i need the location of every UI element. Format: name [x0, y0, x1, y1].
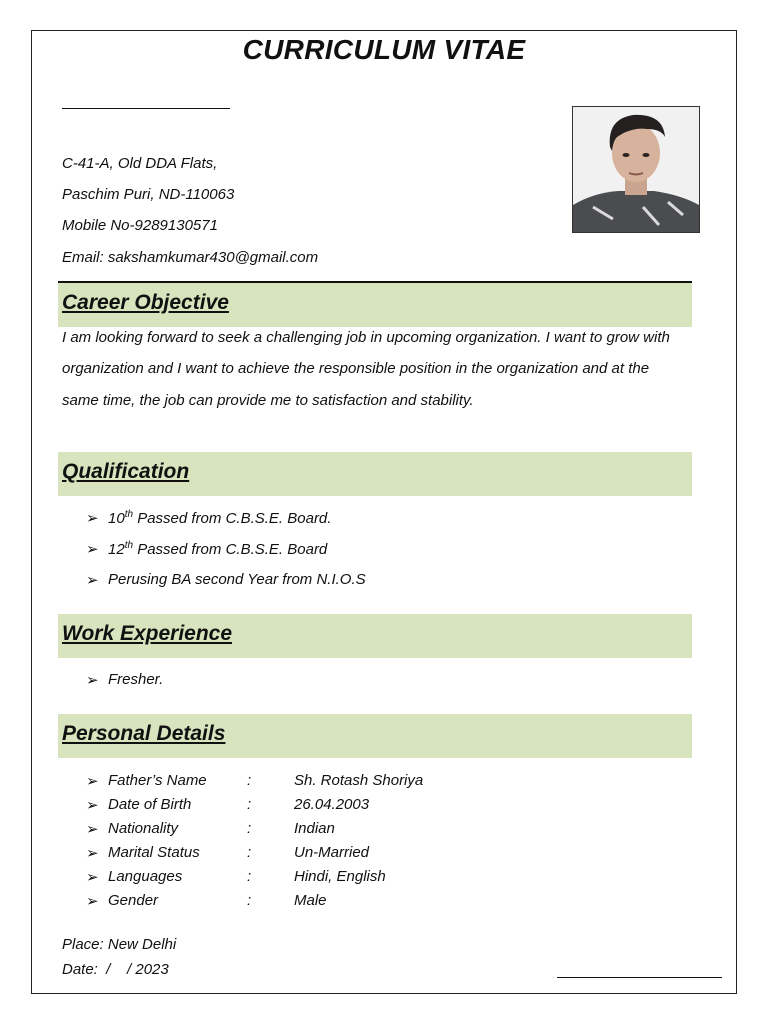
section-heading: Career Objective	[62, 291, 229, 314]
detail-value: Male	[294, 892, 327, 909]
document-title: CURRICULUM VITAE	[242, 34, 526, 65]
career-objective-text: I am looking forward to seek a challenging job in upcoming organization. I want to grow with organization and I want to achieve the responsible position in the organization and at the same time, the job can provide me to satisfaction and stability.	[62, 329, 670, 409]
detail-key: Father’s Name	[108, 772, 207, 789]
address-line-2: Paschim Puri, ND-110063	[62, 186, 235, 203]
experience-text: Fresher.	[108, 671, 164, 688]
section-work-experience	[58, 614, 692, 658]
detail-value: Indian	[294, 820, 335, 837]
profile-photo	[572, 106, 700, 233]
section-qualification	[58, 452, 692, 496]
name-blank-line	[62, 108, 230, 109]
qualification-text: Passed from C.B.S.E. Board	[133, 541, 328, 558]
ordinal-suffix: th	[124, 540, 134, 551]
detail-key: Languages	[108, 868, 183, 885]
detail-separator: :	[247, 796, 252, 813]
arrow-bullet-icon: ➢	[86, 797, 99, 814]
qualification-text: 10	[108, 510, 125, 527]
arrow-bullet-icon: ➢	[86, 672, 99, 689]
date-text: Date: / / 2023	[62, 961, 169, 978]
arrow-bullet-icon: ➢	[86, 893, 99, 910]
arrow-bullet-icon: ➢	[86, 869, 99, 886]
qualification-text: 12	[108, 541, 125, 558]
detail-separator: :	[247, 892, 252, 909]
detail-key: Date of Birth	[108, 796, 192, 813]
detail-value: 26.04.2003	[294, 796, 370, 813]
section-heading: Work Experience	[62, 622, 233, 645]
ordinal-suffix: th	[124, 509, 134, 520]
detail-value: Hindi, English	[294, 868, 386, 885]
section-heading: Personal Details	[62, 722, 226, 745]
detail-separator: :	[247, 820, 252, 837]
detail-separator: :	[247, 772, 252, 789]
section-heading: Qualification	[62, 460, 190, 483]
mobile-number: Mobile No-9289130571	[62, 217, 218, 234]
arrow-bullet-icon: ➢	[86, 510, 99, 527]
signature-line	[557, 977, 722, 978]
arrow-bullet-icon: ➢	[86, 773, 99, 790]
arrow-bullet-icon: ➢	[86, 845, 99, 862]
email-address: Email: sakshamkumar430@gmail.com	[62, 249, 319, 266]
detail-key: Marital Status	[108, 844, 200, 861]
detail-separator: :	[247, 844, 252, 861]
arrow-bullet-icon: ➢	[86, 572, 99, 589]
detail-key: Nationality	[108, 820, 179, 837]
section-personal-details	[58, 714, 692, 758]
detail-value: Un-Married	[294, 844, 370, 861]
qualification-text: Perusing BA second Year from N.I.O.S	[108, 571, 366, 588]
detail-key: Gender	[108, 892, 159, 909]
detail-separator: :	[247, 868, 252, 885]
qualification-text: Passed from C.B.S.E. Board.	[133, 510, 332, 527]
arrow-bullet-icon: ➢	[86, 821, 99, 838]
detail-value: Sh. Rotash Shoriya	[294, 772, 424, 789]
section-career-objective	[58, 283, 692, 327]
place-text: Place: New Delhi	[62, 936, 177, 953]
address-line-1: C-41-A, Old DDA Flats,	[62, 155, 218, 172]
person-portrait-icon	[573, 107, 699, 232]
arrow-bullet-icon: ➢	[86, 541, 99, 558]
